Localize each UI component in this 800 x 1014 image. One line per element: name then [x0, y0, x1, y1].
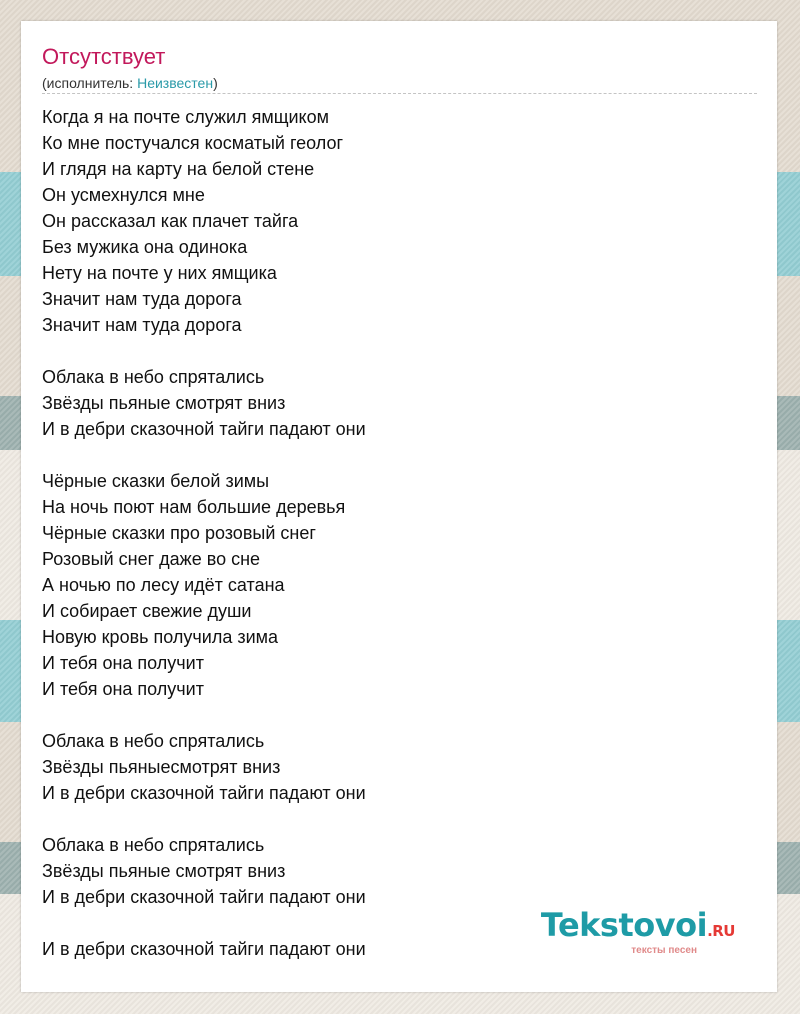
- lyric-line: Он усмехнулся мне: [42, 185, 205, 205]
- lyric-line: И в дебри сказочной тайги падают они: [42, 939, 366, 959]
- lyrics-card: [21, 21, 777, 992]
- artist-prefix: (исполнитель:: [42, 75, 138, 91]
- lyric-line: И в дебри сказочной тайги падают они: [42, 783, 366, 803]
- lyric-line: Облака в небо спрятались: [42, 367, 265, 387]
- lyric-line: И в дебри сказочной тайги падают они: [42, 887, 366, 907]
- lyric-line: Ко мне постучался косматый геолог: [42, 133, 344, 153]
- lyric-line: Облака в небо спрятались: [42, 731, 265, 751]
- lyric-line: [42, 806, 366, 832]
- lyric-line: Звёзды пьяные смотрят вниз: [42, 861, 286, 881]
- lyric-line: Облака в небо спрятались: [42, 835, 265, 855]
- lyric-line: Когда я на почте служил ямщиком: [42, 107, 330, 127]
- lyric-line: Значит нам туда дорога: [42, 289, 242, 309]
- lyric-line: А ночью по лесу идёт сатана: [42, 575, 285, 595]
- artist-link[interactable]: Неизвестен: [137, 75, 214, 91]
- logo-wordmark: [541, 908, 735, 948]
- lyric-line: И тебя она получит: [42, 653, 204, 673]
- site-logo[interactable]: [541, 908, 735, 956]
- title-divider: [42, 93, 757, 94]
- lyric-line: Нету на почте у них ямщика: [42, 263, 277, 283]
- lyric-line: Звёзды пьяные смотрят вниз: [42, 393, 286, 413]
- lyric-line: На ночь поют нам большие деревья: [42, 497, 346, 517]
- lyric-line: Без мужика она одинока: [42, 237, 248, 257]
- lyric-line: Розовый снег даже во сне: [42, 549, 261, 569]
- lyric-line: Звёзды пьяныесмотрят вниз: [42, 757, 281, 777]
- lyric-line: И глядя на карту на белой стене: [42, 159, 315, 179]
- song-title: Отсутствует: [42, 44, 166, 69]
- lyric-line: [42, 338, 366, 364]
- artist-line: [42, 74, 218, 92]
- artist-suffix: ): [213, 75, 218, 91]
- lyric-line: Значит нам туда дорога: [42, 315, 242, 335]
- lyric-line: Чёрные сказки белой зимы: [42, 471, 270, 491]
- lyric-line: Чёрные сказки про розовый снег: [42, 523, 316, 543]
- lyric-line: И тебя она получит: [42, 679, 204, 699]
- lyric-line: И собирает свежие души: [42, 601, 252, 621]
- logo-tagline: тексты песен: [631, 945, 697, 956]
- lyric-line: [42, 702, 366, 728]
- logo-name: Tekstovoi: [540, 906, 708, 944]
- lyrics-text: [42, 104, 366, 962]
- lyric-line: И в дебри сказочной тайги падают они: [42, 419, 366, 439]
- lyric-line: [42, 910, 366, 936]
- lyric-line: [42, 442, 366, 468]
- lyric-line: Он рассказал как плачет тайга: [42, 211, 299, 231]
- logo-tld: .RU: [707, 922, 735, 940]
- lyric-line: Новую кровь получила зима: [42, 627, 279, 647]
